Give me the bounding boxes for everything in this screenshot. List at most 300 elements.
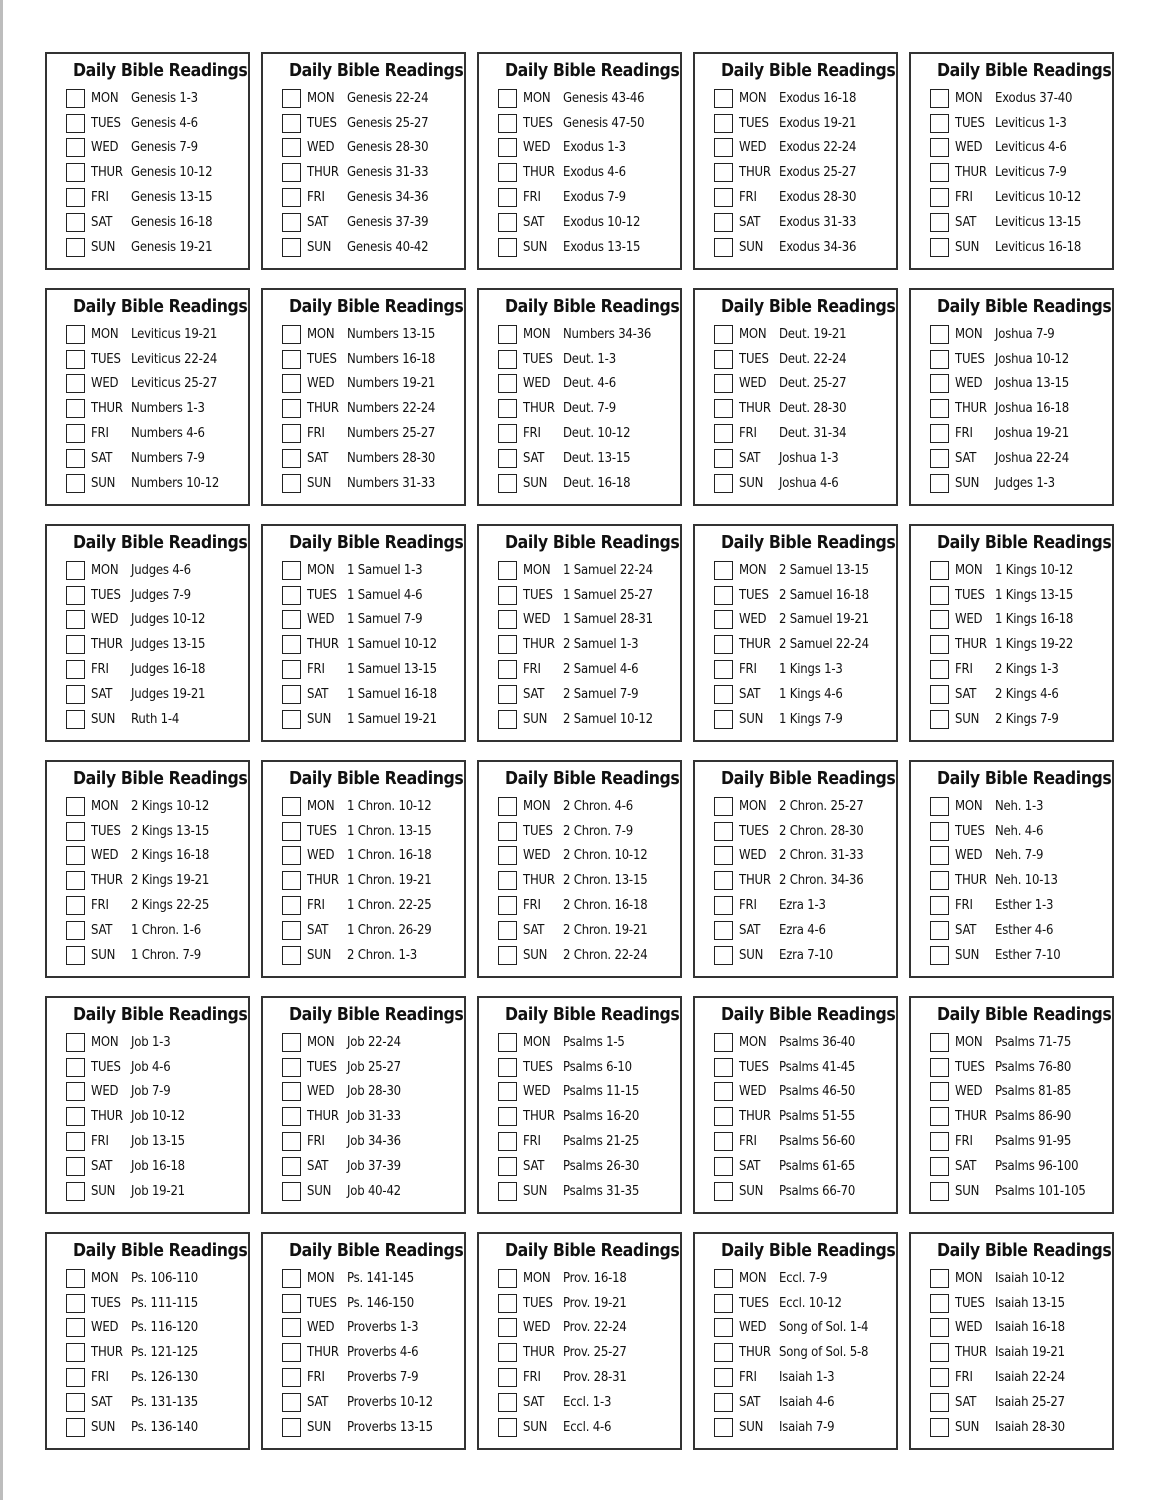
day-label: FRI <box>523 898 541 914</box>
reading-checkbox[interactable] <box>66 586 85 605</box>
reading-checkbox[interactable] <box>714 1343 733 1362</box>
reading-checkbox[interactable] <box>66 474 85 493</box>
reading-card <box>477 760 682 978</box>
reading-checkbox[interactable] <box>282 1393 301 1412</box>
day-label: SAT <box>307 922 329 938</box>
reading-checkbox[interactable] <box>282 1182 301 1201</box>
day-label: SUN <box>523 1419 548 1435</box>
reading-row <box>282 632 464 657</box>
reading-checkbox[interactable] <box>930 138 949 157</box>
day-label: TUES <box>955 1295 985 1311</box>
reading-checkbox[interactable] <box>498 138 517 157</box>
reading-checkbox[interactable] <box>498 163 517 182</box>
reading-checkbox[interactable] <box>930 871 949 890</box>
reading-checkbox[interactable] <box>66 1033 85 1052</box>
reading-row <box>282 136 464 161</box>
reading-checkbox[interactable] <box>930 325 949 344</box>
reading-checkbox[interactable] <box>282 921 301 940</box>
reading-checkbox[interactable] <box>66 1393 85 1412</box>
reading-checkbox[interactable] <box>282 474 301 493</box>
reading-checkbox[interactable] <box>930 238 949 257</box>
reading-checkbox[interactable] <box>930 1318 949 1337</box>
reading-checkbox[interactable] <box>282 1294 301 1313</box>
reading-checkbox[interactable] <box>930 797 949 816</box>
reading-row <box>714 918 896 943</box>
reading-checkbox[interactable] <box>714 610 733 629</box>
reading-checkbox[interactable] <box>66 1082 85 1101</box>
reading-checkbox[interactable] <box>498 1418 517 1437</box>
reading-checkbox[interactable] <box>714 1393 733 1412</box>
passage-label: 1 Samuel 13-15 <box>347 662 437 678</box>
reading-row <box>282 160 464 185</box>
card-title: Daily Bible Readings <box>721 533 896 553</box>
reading-checkbox[interactable] <box>498 822 517 841</box>
reading-checkbox[interactable] <box>714 1294 733 1313</box>
reading-checkbox[interactable] <box>714 1058 733 1077</box>
reading-checkbox[interactable] <box>282 1343 301 1362</box>
reading-checkbox[interactable] <box>930 1058 949 1077</box>
reading-row <box>930 794 1112 819</box>
reading-row <box>282 446 464 471</box>
reading-checkbox[interactable] <box>930 610 949 629</box>
reading-row <box>498 1340 680 1365</box>
card-title: Daily Bible Readings <box>505 297 680 317</box>
passage-label: Numbers 25-27 <box>347 426 436 442</box>
reading-checkbox[interactable] <box>714 1033 733 1052</box>
reading-row <box>714 682 896 707</box>
reading-checkbox[interactable] <box>66 1107 85 1126</box>
passage-label: Leviticus 10-12 <box>995 190 1082 206</box>
reading-checkbox[interactable] <box>282 685 301 704</box>
reading-checkbox[interactable] <box>498 660 517 679</box>
reading-checkbox[interactable] <box>282 163 301 182</box>
reading-row <box>930 1055 1112 1080</box>
reading-checkbox[interactable] <box>282 660 301 679</box>
reading-checkbox[interactable] <box>66 449 85 468</box>
reading-checkbox[interactable] <box>930 660 949 679</box>
reading-checkbox[interactable] <box>498 1368 517 1387</box>
reading-checkbox[interactable] <box>930 1269 949 1288</box>
day-label: FRI <box>91 1134 109 1150</box>
reading-checkbox[interactable] <box>66 213 85 232</box>
day-label: FRI <box>955 190 973 206</box>
passage-label: Deut. 1-3 <box>563 351 616 367</box>
day-label: SUN <box>307 711 332 727</box>
reading-checkbox[interactable] <box>930 685 949 704</box>
day-label: WED <box>739 140 767 156</box>
reading-checkbox[interactable] <box>930 474 949 493</box>
reading-checkbox[interactable] <box>498 1182 517 1201</box>
reading-checkbox[interactable] <box>66 797 85 816</box>
reading-checkbox[interactable] <box>714 660 733 679</box>
reading-checkbox[interactable] <box>930 1343 949 1362</box>
reading-checkbox[interactable] <box>930 896 949 915</box>
passage-label: Prov. 22-24 <box>563 1320 627 1336</box>
reading-checkbox[interactable] <box>282 797 301 816</box>
reading-checkbox[interactable] <box>714 635 733 654</box>
reading-checkbox[interactable] <box>714 1269 733 1288</box>
passage-label: 2 Chron. 28-30 <box>779 823 864 839</box>
reading-checkbox[interactable] <box>498 424 517 443</box>
reading-checkbox[interactable] <box>714 1157 733 1176</box>
reading-checkbox[interactable] <box>714 213 733 232</box>
passage-label: Job 40-42 <box>347 1183 401 1199</box>
reading-checkbox[interactable] <box>930 561 949 580</box>
reading-checkbox[interactable] <box>66 561 85 580</box>
reading-checkbox[interactable] <box>930 1033 949 1052</box>
reading-checkbox[interactable] <box>714 710 733 729</box>
reading-checkbox[interactable] <box>498 871 517 890</box>
reading-checkbox[interactable] <box>282 138 301 157</box>
reading-checkbox[interactable] <box>714 1418 733 1437</box>
passage-label: Joshua 7-9 <box>995 326 1055 342</box>
day-label: FRI <box>955 426 973 442</box>
reading-row <box>66 372 248 397</box>
reading-checkbox[interactable] <box>714 1132 733 1151</box>
reading-checkbox[interactable] <box>282 188 301 207</box>
reading-checkbox[interactable] <box>282 1033 301 1052</box>
day-label: THUR <box>739 873 771 889</box>
reading-checkbox[interactable] <box>66 635 85 654</box>
passage-label: 1 Kings 10-12 <box>995 562 1074 578</box>
reading-checkbox[interactable] <box>498 1294 517 1313</box>
reading-checkbox[interactable] <box>66 424 85 443</box>
reading-row <box>498 1316 680 1341</box>
passage-label: Leviticus 16-18 <box>995 239 1082 255</box>
passage-label: Deut. 19-21 <box>779 326 847 342</box>
reading-row <box>930 657 1112 682</box>
reading-checkbox[interactable] <box>66 660 85 679</box>
reading-checkbox[interactable] <box>498 238 517 257</box>
reading-checkbox[interactable] <box>66 1368 85 1387</box>
reading-checkbox[interactable] <box>282 1107 301 1126</box>
reading-row <box>930 893 1112 918</box>
reading-checkbox[interactable] <box>498 213 517 232</box>
reading-checkbox[interactable] <box>282 399 301 418</box>
reading-checkbox[interactable] <box>714 424 733 443</box>
reading-checkbox[interactable] <box>714 1182 733 1201</box>
reading-row <box>714 136 896 161</box>
reading-checkbox[interactable] <box>282 424 301 443</box>
reading-checkbox[interactable] <box>930 188 949 207</box>
reading-checkbox[interactable] <box>66 710 85 729</box>
reading-checkbox[interactable] <box>282 114 301 133</box>
reading-checkbox[interactable] <box>714 399 733 418</box>
day-label: SUN <box>91 947 116 963</box>
reading-checkbox[interactable] <box>930 635 949 654</box>
day-label: THUR <box>91 637 123 653</box>
day-label: MON <box>739 798 767 814</box>
day-label: MON <box>739 1270 767 1286</box>
day-label: WED <box>523 376 551 392</box>
reading-checkbox[interactable] <box>66 1318 85 1337</box>
reading-checkbox[interactable] <box>714 350 733 369</box>
reading-checkbox[interactable] <box>66 921 85 940</box>
passage-label: Exodus 1-3 <box>563 140 626 156</box>
reading-checkbox[interactable] <box>930 399 949 418</box>
reading-checkbox[interactable] <box>498 114 517 133</box>
reading-checkbox[interactable] <box>498 1318 517 1337</box>
reading-checkbox[interactable] <box>282 635 301 654</box>
reading-checkbox[interactable] <box>66 846 85 865</box>
reading-checkbox[interactable] <box>714 561 733 580</box>
reading-checkbox[interactable] <box>498 1082 517 1101</box>
reading-checkbox[interactable] <box>282 871 301 890</box>
reading-checkbox[interactable] <box>930 449 949 468</box>
reading-checkbox[interactable] <box>66 325 85 344</box>
reading-checkbox[interactable] <box>66 399 85 418</box>
reading-checkbox[interactable] <box>66 163 85 182</box>
reading-checkbox[interactable] <box>282 710 301 729</box>
reading-checkbox[interactable] <box>714 1318 733 1337</box>
reading-checkbox[interactable] <box>282 1368 301 1387</box>
passage-label: 1 Samuel 22-24 <box>563 562 653 578</box>
reading-checkbox[interactable] <box>66 610 85 629</box>
day-label: WED <box>91 1084 119 1100</box>
reading-checkbox[interactable] <box>498 710 517 729</box>
reading-checkbox[interactable] <box>930 1418 949 1437</box>
reading-checkbox[interactable] <box>66 238 85 257</box>
reading-checkbox[interactable] <box>714 797 733 816</box>
reading-checkbox[interactable] <box>498 610 517 629</box>
reading-checkbox[interactable] <box>930 1082 949 1101</box>
reading-checkbox[interactable] <box>930 374 949 393</box>
reading-checkbox[interactable] <box>498 1132 517 1151</box>
reading-checkbox[interactable] <box>930 586 949 605</box>
reading-checkbox[interactable] <box>282 89 301 108</box>
reading-row <box>930 682 1112 707</box>
reading-row <box>498 322 680 347</box>
reading-checkbox[interactable] <box>498 586 517 605</box>
reading-checkbox[interactable] <box>714 449 733 468</box>
reading-checkbox[interactable] <box>930 822 949 841</box>
reading-row <box>66 819 248 844</box>
reading-checkbox[interactable] <box>714 1082 733 1101</box>
reading-checkbox[interactable] <box>66 1418 85 1437</box>
reading-checkbox[interactable] <box>714 946 733 965</box>
reading-checkbox[interactable] <box>714 871 733 890</box>
reading-checkbox[interactable] <box>66 896 85 915</box>
day-label: SUN <box>739 1419 764 1435</box>
reading-checkbox[interactable] <box>498 399 517 418</box>
reading-row <box>930 1340 1112 1365</box>
reading-checkbox[interactable] <box>66 374 85 393</box>
reading-checkbox[interactable] <box>66 114 85 133</box>
reading-checkbox[interactable] <box>498 350 517 369</box>
passage-label: Exodus 13-15 <box>563 239 641 255</box>
reading-checkbox[interactable] <box>66 1182 85 1201</box>
reading-checkbox[interactable] <box>498 846 517 865</box>
reading-checkbox[interactable] <box>66 871 85 890</box>
day-label: SAT <box>739 1394 761 1410</box>
reading-checkbox[interactable] <box>282 1318 301 1337</box>
reading-checkbox[interactable] <box>282 946 301 965</box>
reading-checkbox[interactable] <box>282 1058 301 1077</box>
reading-row <box>66 1104 248 1129</box>
day-label: FRI <box>739 1370 757 1386</box>
reading-row <box>930 322 1112 347</box>
reading-checkbox[interactable] <box>930 1368 949 1387</box>
reading-checkbox[interactable] <box>498 921 517 940</box>
reading-checkbox[interactable] <box>498 374 517 393</box>
day-label: WED <box>307 140 335 156</box>
reading-checkbox[interactable] <box>282 374 301 393</box>
passage-label: Psalms 101-105 <box>995 1183 1086 1199</box>
reading-checkbox[interactable] <box>498 474 517 493</box>
reading-checkbox[interactable] <box>66 822 85 841</box>
reading-checkbox[interactable] <box>282 1269 301 1288</box>
reading-checkbox[interactable] <box>498 1058 517 1077</box>
passage-label: Numbers 7-9 <box>131 450 205 466</box>
passage-label: 2 Chron. 1-3 <box>347 947 417 963</box>
reading-checkbox[interactable] <box>714 138 733 157</box>
reading-row <box>282 111 464 136</box>
reading-checkbox[interactable] <box>498 1343 517 1362</box>
reading-checkbox[interactable] <box>282 586 301 605</box>
passage-label: 2 Chron. 22-24 <box>563 947 648 963</box>
reading-checkbox[interactable] <box>930 163 949 182</box>
day-label: THUR <box>955 1109 987 1125</box>
passage-label: Proverbs 7-9 <box>347 1370 419 1386</box>
reading-checkbox[interactable] <box>714 89 733 108</box>
reading-checkbox[interactable] <box>282 846 301 865</box>
reading-row <box>66 1291 248 1316</box>
day-label: THUR <box>91 401 123 417</box>
card-title: Daily Bible Readings <box>73 61 248 81</box>
reading-checkbox[interactable] <box>930 114 949 133</box>
reading-checkbox[interactable] <box>498 797 517 816</box>
reading-checkbox[interactable] <box>714 1368 733 1387</box>
passage-label: 2 Samuel 4-6 <box>563 662 639 678</box>
reading-checkbox[interactable] <box>282 213 301 232</box>
reading-checkbox[interactable] <box>498 188 517 207</box>
day-label: MON <box>955 326 983 342</box>
reading-checkbox[interactable] <box>930 710 949 729</box>
day-label: MON <box>91 798 119 814</box>
reading-checkbox[interactable] <box>498 561 517 580</box>
reading-checkbox[interactable] <box>930 1393 949 1412</box>
reading-checkbox[interactable] <box>66 89 85 108</box>
reading-checkbox[interactable] <box>66 946 85 965</box>
reading-checkbox[interactable] <box>282 325 301 344</box>
reading-checkbox[interactable] <box>714 1107 733 1126</box>
reading-checkbox[interactable] <box>282 822 301 841</box>
day-label: TUES <box>307 587 337 603</box>
reading-checkbox[interactable] <box>930 921 949 940</box>
reading-checkbox[interactable] <box>66 138 85 157</box>
reading-checkbox[interactable] <box>930 424 949 443</box>
reading-checkbox[interactable] <box>714 822 733 841</box>
reading-checkbox[interactable] <box>66 685 85 704</box>
reading-checkbox[interactable] <box>282 896 301 915</box>
reading-checkbox[interactable] <box>282 1157 301 1176</box>
day-label: TUES <box>523 115 553 131</box>
reading-checkbox[interactable] <box>714 325 733 344</box>
day-label: SAT <box>955 922 977 938</box>
reading-checkbox[interactable] <box>66 1343 85 1362</box>
reading-checkbox[interactable] <box>66 1269 85 1288</box>
reading-checkbox[interactable] <box>66 188 85 207</box>
reading-checkbox[interactable] <box>714 921 733 940</box>
reading-checkbox[interactable] <box>714 163 733 182</box>
passage-label: 1 Chron. 1-6 <box>131 922 201 938</box>
reading-checkbox[interactable] <box>930 1182 949 1201</box>
reading-checkbox[interactable] <box>282 610 301 629</box>
reading-checkbox[interactable] <box>282 1082 301 1101</box>
passage-label: Numbers 28-30 <box>347 450 436 466</box>
day-label: WED <box>739 848 767 864</box>
reading-row <box>66 893 248 918</box>
reading-checkbox[interactable] <box>498 1157 517 1176</box>
reading-checkbox[interactable] <box>498 1107 517 1126</box>
reading-checkbox[interactable] <box>714 238 733 257</box>
reading-checkbox[interactable] <box>498 946 517 965</box>
reading-checkbox[interactable] <box>498 89 517 108</box>
reading-checkbox[interactable] <box>498 1033 517 1052</box>
passage-label: Joshua 1-3 <box>779 450 839 466</box>
reading-checkbox[interactable] <box>66 1157 85 1176</box>
reading-checkbox[interactable] <box>498 449 517 468</box>
passage-label: Job 1-3 <box>131 1034 171 1050</box>
day-label: WED <box>955 1084 983 1100</box>
card-title: Daily Bible Readings <box>505 1241 680 1261</box>
reading-row <box>930 608 1112 633</box>
reading-checkbox[interactable] <box>282 1418 301 1437</box>
reading-checkbox[interactable] <box>930 846 949 865</box>
reading-checkbox[interactable] <box>714 685 733 704</box>
reading-checkbox[interactable] <box>714 188 733 207</box>
day-label: MON <box>523 326 551 342</box>
passage-label: Joshua 4-6 <box>779 475 839 491</box>
reading-checkbox[interactable] <box>930 1294 949 1313</box>
passage-label: Genesis 1-3 <box>131 90 198 106</box>
reading-checkbox[interactable] <box>498 896 517 915</box>
reading-checkbox[interactable] <box>66 1058 85 1077</box>
reading-checkbox[interactable] <box>282 561 301 580</box>
reading-checkbox[interactable] <box>66 1294 85 1313</box>
reading-checkbox[interactable] <box>66 1132 85 1151</box>
reading-checkbox[interactable] <box>282 1132 301 1151</box>
reading-checkbox[interactable] <box>282 238 301 257</box>
reading-checkbox[interactable] <box>930 1157 949 1176</box>
reading-checkbox[interactable] <box>714 474 733 493</box>
reading-checkbox[interactable] <box>498 325 517 344</box>
reading-checkbox[interactable] <box>66 350 85 369</box>
reading-checkbox[interactable] <box>930 350 949 369</box>
reading-checkbox[interactable] <box>930 946 949 965</box>
reading-checkbox[interactable] <box>930 1132 949 1151</box>
card-title: Daily Bible Readings <box>289 297 464 317</box>
reading-checkbox[interactable] <box>714 896 733 915</box>
reading-checkbox[interactable] <box>498 1393 517 1412</box>
reading-checkbox[interactable] <box>930 1107 949 1126</box>
reading-checkbox[interactable] <box>498 685 517 704</box>
reading-checkbox[interactable] <box>714 846 733 865</box>
reading-checkbox[interactable] <box>498 1269 517 1288</box>
card-title: Daily Bible Readings <box>289 1241 464 1261</box>
reading-checkbox[interactable] <box>714 114 733 133</box>
reading-card <box>261 760 466 978</box>
passage-label: 2 Kings 1-3 <box>995 662 1059 678</box>
reading-checkbox[interactable] <box>714 374 733 393</box>
reading-checkbox[interactable] <box>930 213 949 232</box>
reading-checkbox[interactable] <box>714 586 733 605</box>
reading-checkbox[interactable] <box>498 635 517 654</box>
reading-checkbox[interactable] <box>282 449 301 468</box>
reading-checkbox[interactable] <box>930 89 949 108</box>
reading-checkbox[interactable] <box>282 350 301 369</box>
reading-row <box>714 1080 896 1105</box>
